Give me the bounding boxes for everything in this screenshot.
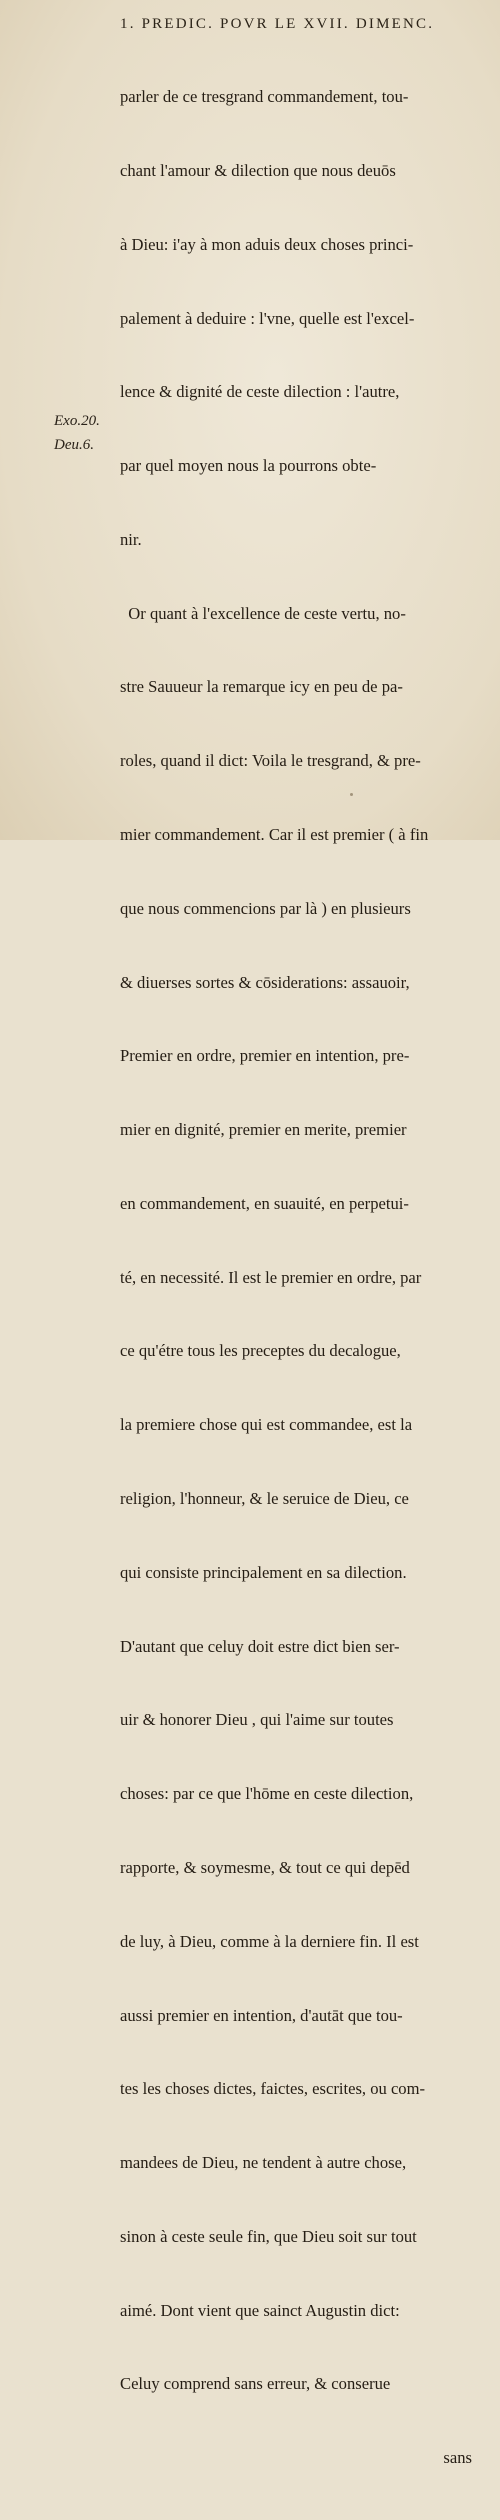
text-line: choses: par ce que l'hōme en ceste dilection, (120, 1784, 414, 1804)
text-line: qui consiste principalement en sa dilection. (120, 1562, 407, 1582)
text-line: Premier en ordre, premier en intention, pre- (120, 1046, 410, 1066)
text-line: roles, quand il dict: Voila le tresgrand, & pre- (120, 751, 421, 771)
text-line: mandees de Dieu, ne tendent à autre chose, (120, 2153, 407, 2173)
text-line: par quel moyen nous la pourrons obte- (120, 456, 377, 476)
text-line: stre Sauueur la remarque icy en peu de pa- (120, 677, 403, 697)
margin-note-exodus: Exo.20. (54, 413, 100, 429)
text-line: sinon à ceste seule fin, que Dieu soit sur tout (120, 2226, 417, 2246)
text-line: Or quant à l'excellence de ceste vertu, no- (120, 603, 406, 623)
text-line: tes les choses dictes, faictes, escrites, ou com- (120, 2079, 426, 2099)
text-line: & diuerses sortes & cōsiderations: assauoir, (120, 972, 410, 992)
text-line: à Dieu: i'ay à mon aduis deux choses princi- (120, 234, 414, 254)
text-line: mier commandement. Car il est premier ( à fin (120, 825, 429, 844)
text-line: de luy, à Dieu, comme à la derniere fin. Il est (120, 1931, 419, 1951)
text-line: la premiere chose qui est commandee, est la (120, 1415, 413, 1435)
body-text (120, 36, 472, 2520)
text-line: aimé. Dont vient que sainct Augustin dict: (120, 2300, 400, 2320)
text-line: que nous commencions par là ) en plusieurs (120, 898, 411, 918)
text-line: Celuy comprend sans erreur, & conserue (120, 2374, 391, 2394)
text-line: té, en necessité. Il est le premier en ordre, par (120, 1267, 422, 1287)
text-line: ce qu'étre tous les preceptes du decalogue, (120, 1341, 401, 1361)
text-line: en commandement, en suauité, en perpetui- (120, 1193, 409, 1213)
running-header: 1. PREDIC. POVR LE XVII. DIMENC. (120, 16, 435, 32)
text-line: parler de ce tresgrand commandement, tou- (120, 87, 409, 107)
text-line: religion, l'honneur, & le seruice de Dieu, ce (120, 1489, 409, 1509)
margin-note-deuteronomy: Deu.6. (54, 437, 94, 453)
text-line: aussi premier en intention, d'autāt que tou- (120, 2005, 403, 2025)
text-line: mier en dignité, premier en merite, premier (120, 1120, 407, 1140)
text-line: palement à deduire : l'vne, quelle est l'excel- (120, 308, 415, 328)
text-line: rapporte, & soymesme, & tout ce qui depēd (120, 1857, 410, 1877)
text-line: D'autant que celuy doit estre dict bien ser- (120, 1636, 400, 1656)
text-line: lence & dignité de ceste dilection : l'autre, (120, 382, 400, 402)
ink-speck (350, 793, 353, 796)
text-line: uir & honorer Dieu , qui l'aime sur toutes (120, 1710, 394, 1730)
text-line: nir. (120, 529, 142, 549)
text-line: chant l'amour & dilection que nous deuōs (120, 160, 396, 180)
catchword: sans (443, 2448, 472, 2468)
